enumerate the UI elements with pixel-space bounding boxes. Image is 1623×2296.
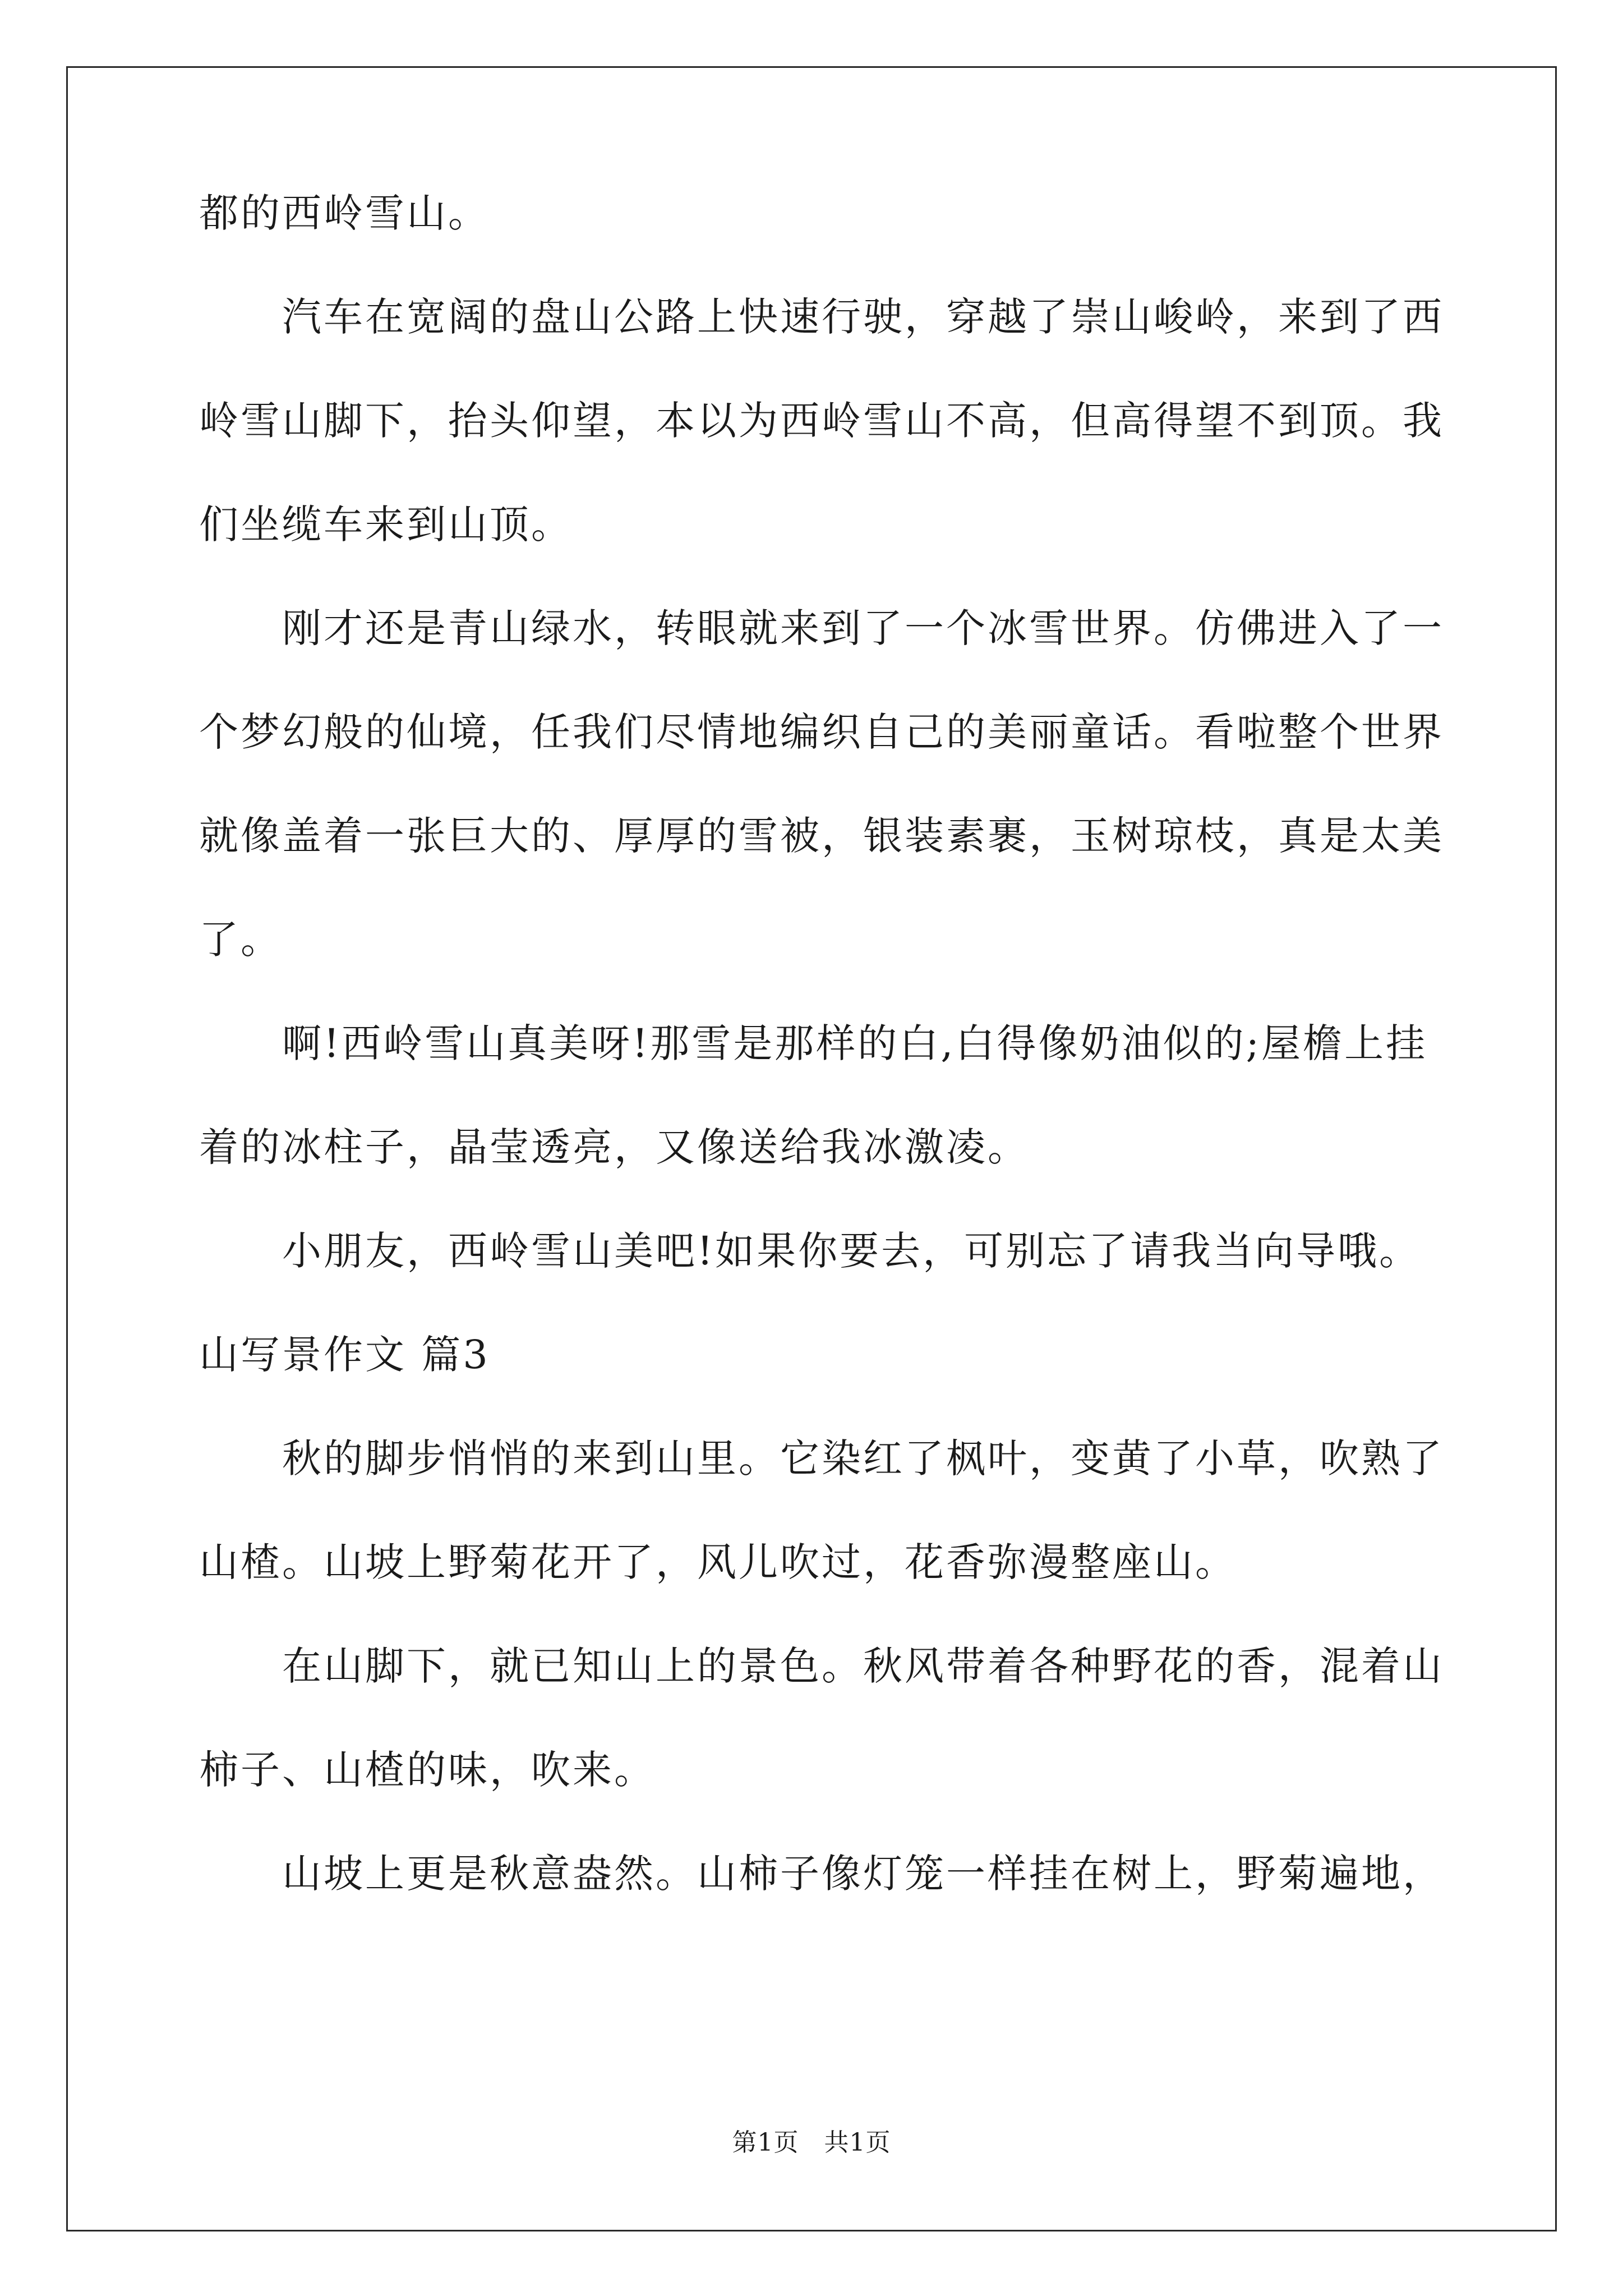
- document-body: [199, 190, 1444, 1955]
- paragraph-start-line: 汽车在宽阔的盘山公路上快速行驶，穿越了崇山峻岭，来到了西: [282, 294, 1444, 340]
- paragraph-start-line: 山坡上更是秋意盎然。山柿子像灯笼一样挂在树上，野菊遍地，: [282, 1851, 1444, 1897]
- text-line: 就像盖着一张巨大的、厚厚的雪被，银装素裹，玉树琼枝，真是太美: [199, 813, 1444, 859]
- paragraph-start-line: 小朋友，西岭雪山美吧!如果你要去，可别忘了请我当向导哦。: [282, 1228, 1421, 1274]
- paragraph-start-line: 秋的脚步悄悄的来到山里。它染红了枫叶，变黄了小草，吹熟了: [282, 1435, 1444, 1481]
- text-line: 柿子、山楂的味，吹来。: [199, 1747, 656, 1793]
- text-line: 山楂。山坡上野菊花开了，风儿吹过，花香弥漫整座山。: [199, 1539, 1237, 1585]
- text-line: 岭雪山脚下，抬头仰望，本以为西岭雪山不高，但高得望不到顶。我: [199, 398, 1444, 444]
- page-number-footer: 第1页 共1页: [732, 2128, 891, 2157]
- text-line: 了。: [199, 917, 282, 963]
- text-line: 着的冰柱子，晶莹透亮，又像送给我冰激凌。: [199, 1124, 1029, 1170]
- text-line: 个梦幻般的仙境，任我们尽情地编织自己的美丽童话。看啦整个世界: [199, 709, 1444, 755]
- paragraph-start-line: 刚才还是青山绿水，转眼就来到了一个冰雪世界。仿佛进入了一: [282, 605, 1444, 651]
- paragraph-start-line: 在山脚下，就已知山上的景色。秋风带着各种野花的香，混着山: [282, 1643, 1444, 1689]
- section-heading: 山写景作文 篇3: [199, 1332, 490, 1378]
- text-line: 们坐缆车来到山顶。: [199, 501, 573, 547]
- paragraph-start-line: 啊!西岭雪山真美呀!那雪是那样的白,白得像奶油似的;屋檐上挂: [282, 1020, 1428, 1066]
- text-line: 都的西岭雪山。: [199, 190, 490, 236]
